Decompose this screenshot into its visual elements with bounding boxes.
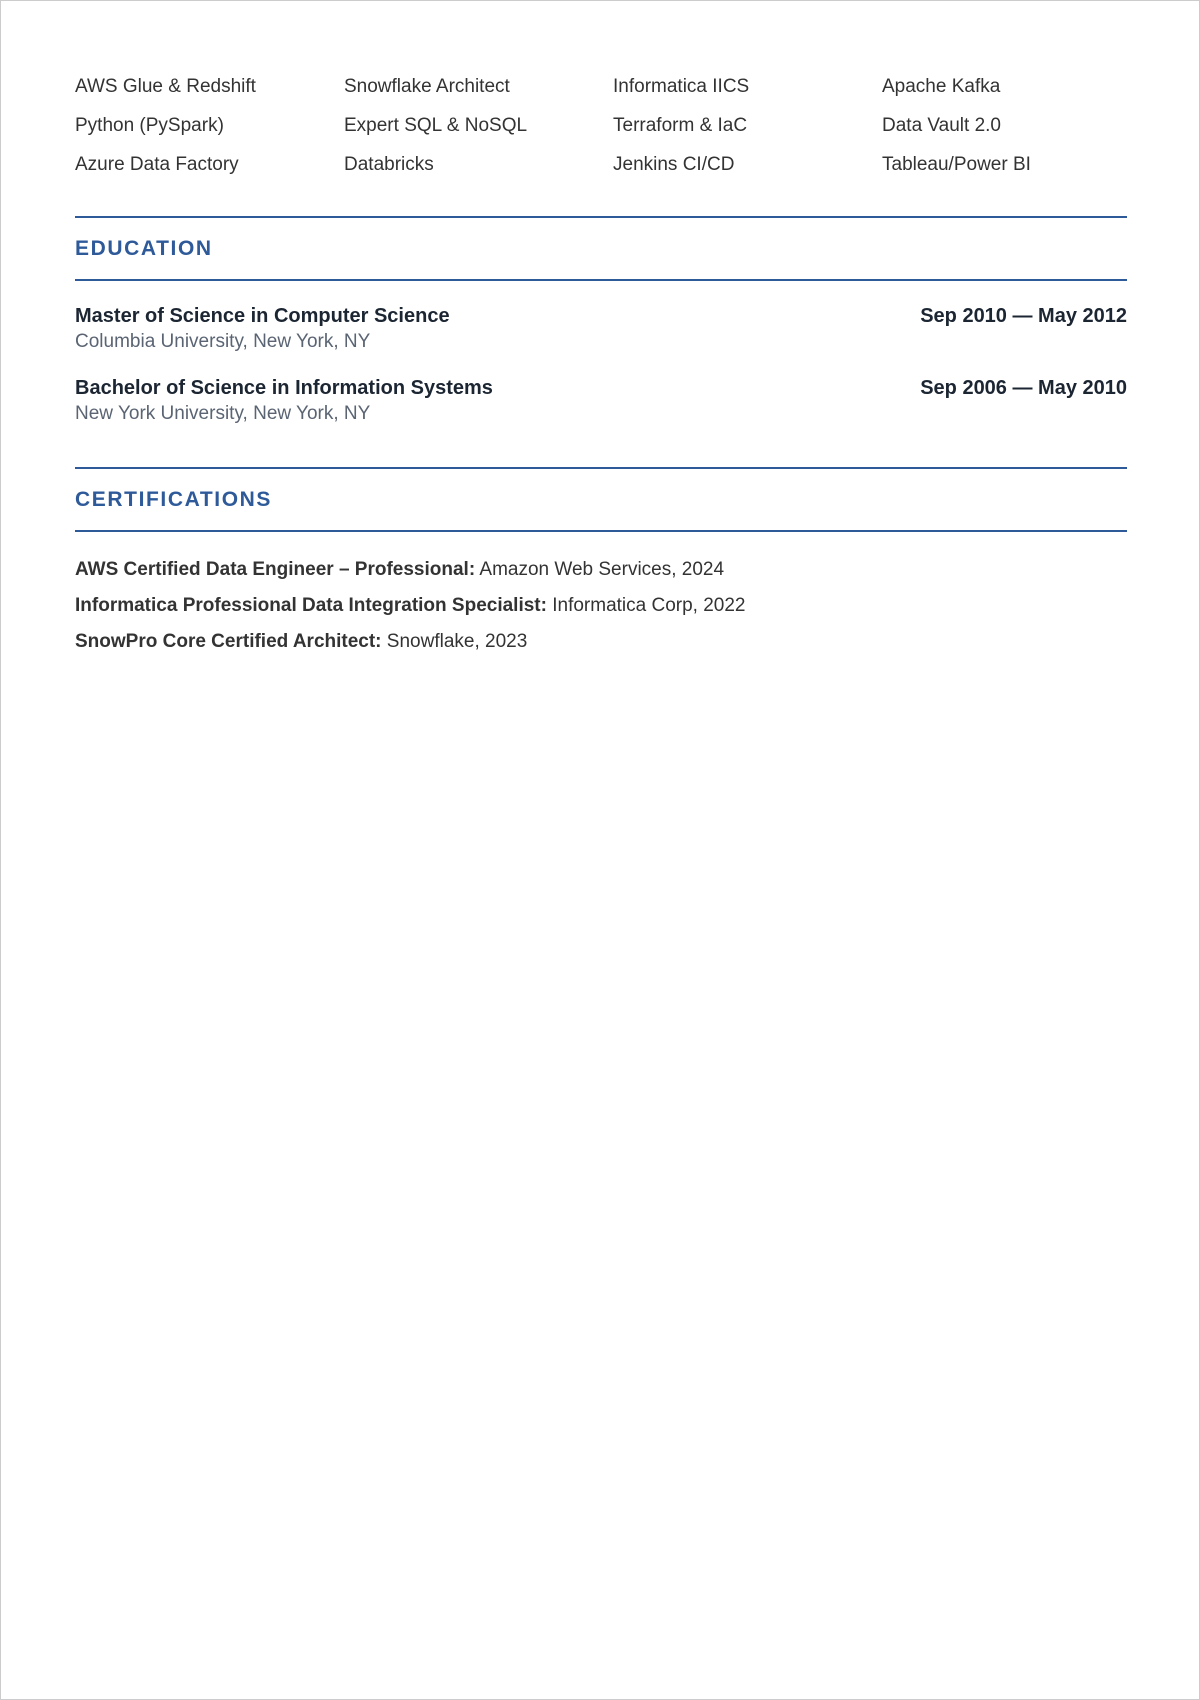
education-heading: EDUCATION: [75, 237, 213, 260]
skill-item: Azure Data Factory: [75, 154, 239, 175]
skill-item: Expert SQL & NoSQL: [344, 115, 528, 136]
section-divider: [75, 216, 1127, 218]
skill-item: Snowflake Architect: [344, 76, 510, 97]
school-name: New York University, New York, NY: [75, 403, 371, 424]
certification-issuer: Informatica Corp, 2022: [552, 595, 746, 616]
skill-item: AWS Glue & Redshift: [75, 76, 256, 97]
degree-title: Master of Science in Computer Science: [75, 305, 450, 327]
certification-name: SnowPro Core Certified Architect:: [75, 631, 382, 652]
skill-item: Terraform & IaC: [613, 115, 748, 136]
degree-title: Bachelor of Science in Information Systems: [75, 377, 493, 399]
certifications-heading: CERTIFICATIONS: [75, 488, 273, 511]
section-divider: [75, 279, 1127, 281]
skill-item: Data Vault 2.0: [882, 115, 1002, 136]
education-entry: [75, 304, 1127, 356]
skill-item: Python (PySpark): [75, 115, 224, 136]
skill-item: Jenkins CI/CD: [613, 154, 735, 175]
skill-item: Informatica IICS: [613, 76, 750, 97]
degree-dates: Sep 2006 — May 2010: [920, 377, 1127, 399]
certification-item: [75, 558, 724, 582]
certification-issuer: Amazon Web Services, 2024: [479, 559, 725, 580]
skills-grid: [75, 67, 1127, 184]
school-name: Columbia University, New York, NY: [75, 331, 371, 352]
section-divider: [75, 530, 1127, 532]
certification-item: [75, 630, 527, 654]
certification-issuer: Snowflake, 2023: [386, 631, 528, 652]
degree-dates: Sep 2010 — May 2012: [920, 305, 1127, 327]
education-entry: [75, 376, 1127, 428]
certification-name: Informatica Professional Data Integration Specialist:: [75, 595, 547, 616]
skill-item: Apache Kafka: [882, 76, 1001, 97]
certification-item: [75, 594, 746, 618]
certification-name: AWS Certified Data Engineer – Professional:: [75, 559, 476, 580]
section-divider: [75, 467, 1127, 469]
skill-item: Databricks: [344, 154, 434, 175]
skill-item: Tableau/Power BI: [882, 154, 1031, 175]
